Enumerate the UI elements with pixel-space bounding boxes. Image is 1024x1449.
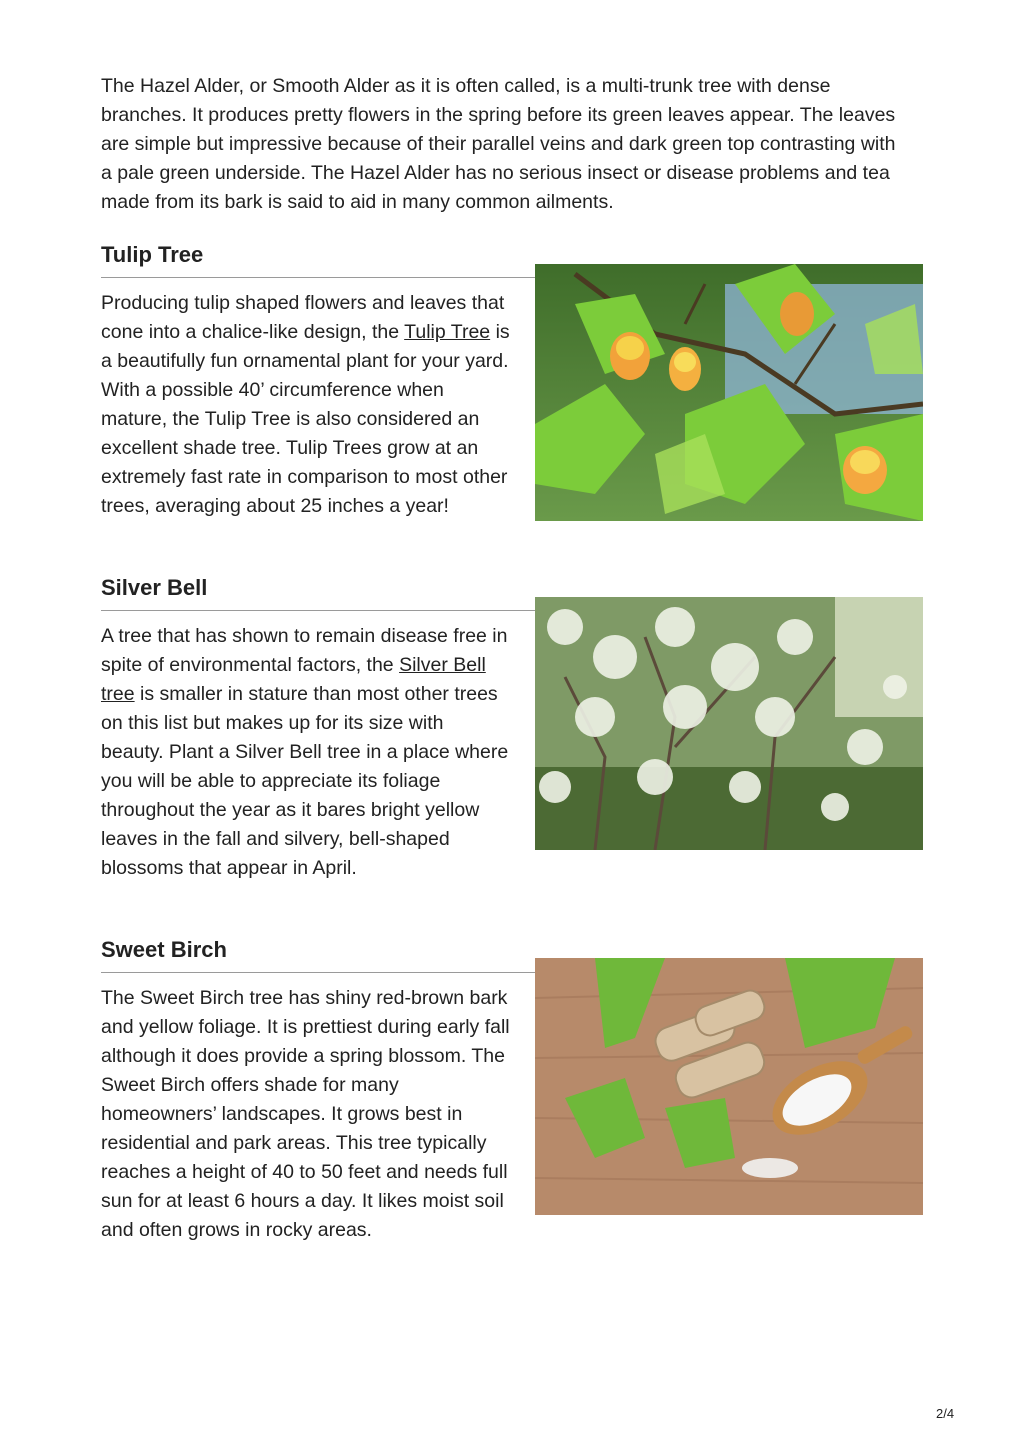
intro-paragraph: The Hazel Alder, or Smooth Alder as it is often called, is a multi-trunk tree with dense branches. It produces pretty flowers in the spring before its green leaves appear. The leaves are simple but impressive because of their parallel veins and dark green top contrasting with a pale green underside. The Hazel Alder has no serious insect or disease problems and tea made from its bark is said to aid in many common ailments.	[101, 75, 896, 213]
tulip-tree-heading: Tulip Tree	[101, 242, 204, 267]
page-number: 2/4	[936, 1406, 955, 1421]
silver-bell-heading: Silver Bell	[101, 575, 208, 600]
silver-bell-link[interactable]: Silver Bell tree	[101, 654, 486, 705]
sweet-birch-paragraph: The Sweet Birch tree has shiny red-brown bark and yellow foliage. It is prettiest during early fall although it does provide a spring blossom. The Sweet Birch offers shade for many homeowners’ landscapes. It grows best in residential and park areas. This tree typically reaches a height of 40 to 50 feet and needs full sun for at least 6 hours a day. It likes moist soil and often grows in rocky areas.	[101, 987, 510, 1241]
sweet-birch-photo	[535, 958, 923, 1215]
silver-bell-paragraph: A tree that has shown to remain disease free in spite of environmental factors, the Silver Bell tree is smaller in stature than most other trees on this list but makes up for its size with beauty. Plant a Silver Bell tree in a place where you will be able to appreciate its foliage throughout the year as it bares bright yellow leaves in the fall and silvery, bell-shaped blossoms that appear in April.	[101, 625, 509, 879]
silver-bell-photo	[535, 597, 923, 850]
silver-bell-divider	[101, 610, 535, 611]
tulip-tree-paragraph: Producing tulip shaped flowers and leaves that cone into a chalice-like design, the Tulip Tree is a beautifully fun ornamental plant for your yard. With a possible 40’ circumference when mature, the Tulip Tree is also considered an excellent shade tree. Tulip Trees grow at an extremely fast rate in comparison to most other trees, averaging about 25 inches a year!	[101, 292, 510, 517]
tulip-tree-photo	[535, 264, 923, 521]
tulip-tree-divider	[101, 277, 535, 278]
sweet-birch-divider	[101, 972, 535, 973]
sweet-birch-heading: Sweet Birch	[101, 937, 227, 962]
tulip-tree-link[interactable]: Tulip Tree	[404, 321, 491, 343]
